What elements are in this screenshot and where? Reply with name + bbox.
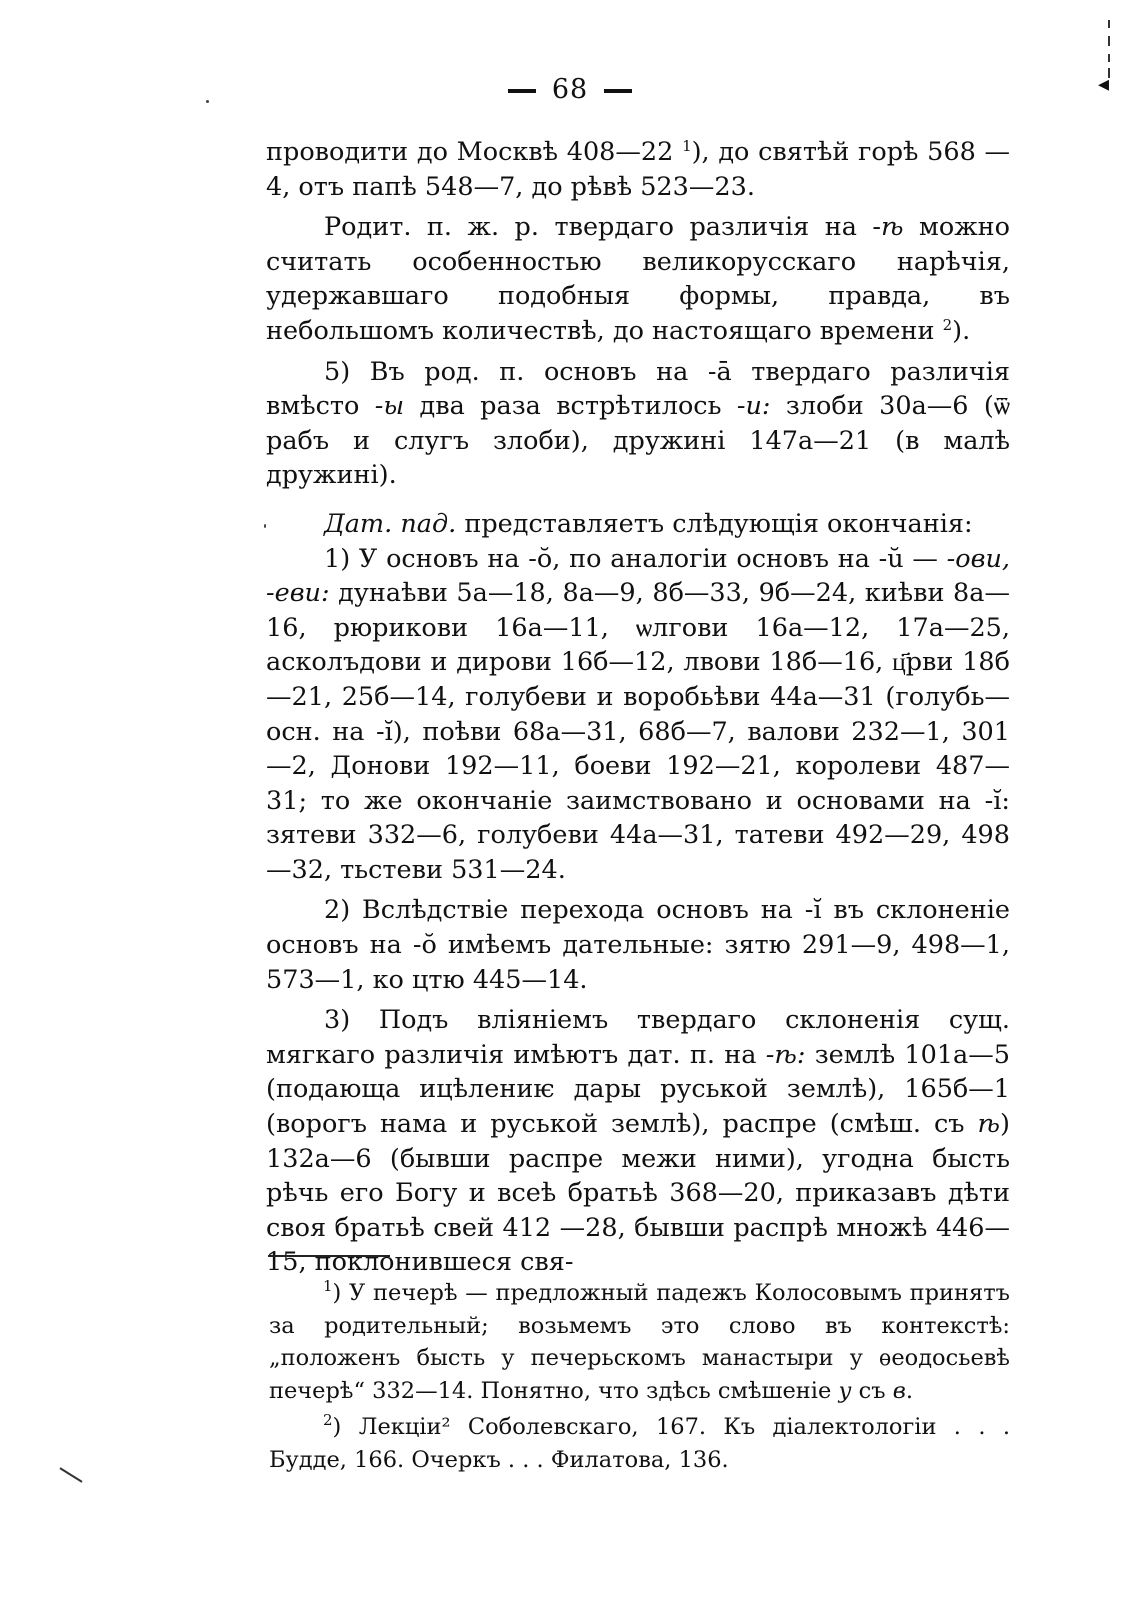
footnote-mark-1: 1	[323, 1277, 333, 1295]
paragraph-point-2: 2) Вслѣдствіе перехода основъ на -ĭ въ склоненіе основъ на -ŏ имѣемъ дательные: зятю 291—9, 498—1, 573—1, ко цтю 445—14.	[266, 895, 1010, 995]
footnote-divider	[268, 1255, 390, 1257]
footnote-ref-1[interactable]: 1	[682, 137, 692, 155]
header-dash-right	[604, 89, 632, 93]
margin-arrow-icon: ◂	[1098, 72, 1110, 97]
footnote-mark-2: 2	[323, 1411, 333, 1429]
page-number-header	[0, 74, 1140, 105]
page-number: 68	[551, 74, 589, 105]
paragraph-continuation: проводити до Москвѣ 408—22 $^1$), до святѣй горѣ 568 —4, отъ папѣ 548—7, до рѣвѣ 523—23.	[266, 137, 1010, 202]
footnotes	[269, 1277, 1010, 1480]
main-text	[266, 135, 1010, 1280]
footnote-1: $^1$) У печерѣ — предложный падежъ Колосовымъ принятъ за родительный; возьмемъ это слово въ контекстѣ: „положенъ бысть у печерьскомъ манастыри у ѳеодосьевѣ печерѣ“ 332—14. Понятно, что здѣсь смѣшеніе у съ в.	[269, 1277, 1010, 1404]
paragraph-genitive: Родит. п. ж. р. твердаго различія на -ѣ можно считать особенностью великорусскаго нарѣчія, удержавшаго подобныя формы, правда, въ небольшомъ количествѣ, до настоящаго времени $^2$).	[266, 212, 1011, 346]
paragraph-dative-heading: Дат. пад. представляетъ слѣдующія окончанія:	[324, 508, 973, 539]
footnote-ref-2[interactable]: 2	[942, 315, 953, 334]
paragraph-point-1: 1) У основъ на -ŏ, по аналогіи основъ на -ŭ — -ови, -еви: дунаѣви 5а—18, 8а—9, 8б—33, 9б—24, киѣви 8а—16, рюрикови 16а—11, ѡлгови 16а—12, 17а—25, асколъдови и дирови 16б—12, лвови 18б—16, ц҃рви 18б —21, 25б—14, голубеви и воробьѣви 44а—31 (голубь— осн. на -ĭ), поѣви 68а—31, 68б—7, валови 232—1, 301 —2, Донови 192—11, боеви 192—21, королеви 487—31; то же окончаніе заимствовано и основами на -ĭ: зятеви 332—6, голубеви 44а—31, татеви 492—29, 498—32, тьстеви 531—24.	[266, 543, 1010, 885]
footnote-2: $^2$) Лекціи² Соболевскаго, 167. Къ діалектологіи . . . Будде, 166. Очеркъ . . . Филатова, 136.	[269, 1411, 1010, 1473]
scan-scratch	[59, 1467, 82, 1482]
scan-speck	[206, 100, 209, 103]
paragraph-point-5: 5) Въ род. п. основъ на -ā твердаго различія вмѣсто -ы два раза встрѣтилось -и: злоби 30а—6 (ѿ рабъ и слугъ злоби), дружині 147а—21 (в малѣ дружині).	[266, 356, 1010, 491]
paragraph-point-3: 3) Подъ вліяніемъ твердаго склоненія сущ. мягкаго различія имѣютъ дат. п. на -ѣ: землѣ 101а—5 (подающа ицѣлениѥ дары руськой землѣ), 165б—1 (ворогъ нама и руськой землѣ), распре (смѣш. съ ѣ) 132а—6 (бывши распре межи ними), угодна бысть рѣчь его Богу и всеѣ братьѣ 368—20, приказавъ дѣти своя братьѣ свей 412 —28, бывши распрѣ множѣ 446—15, поклонившеся свя-	[266, 1005, 1010, 1278]
header-dash-left	[508, 89, 536, 93]
